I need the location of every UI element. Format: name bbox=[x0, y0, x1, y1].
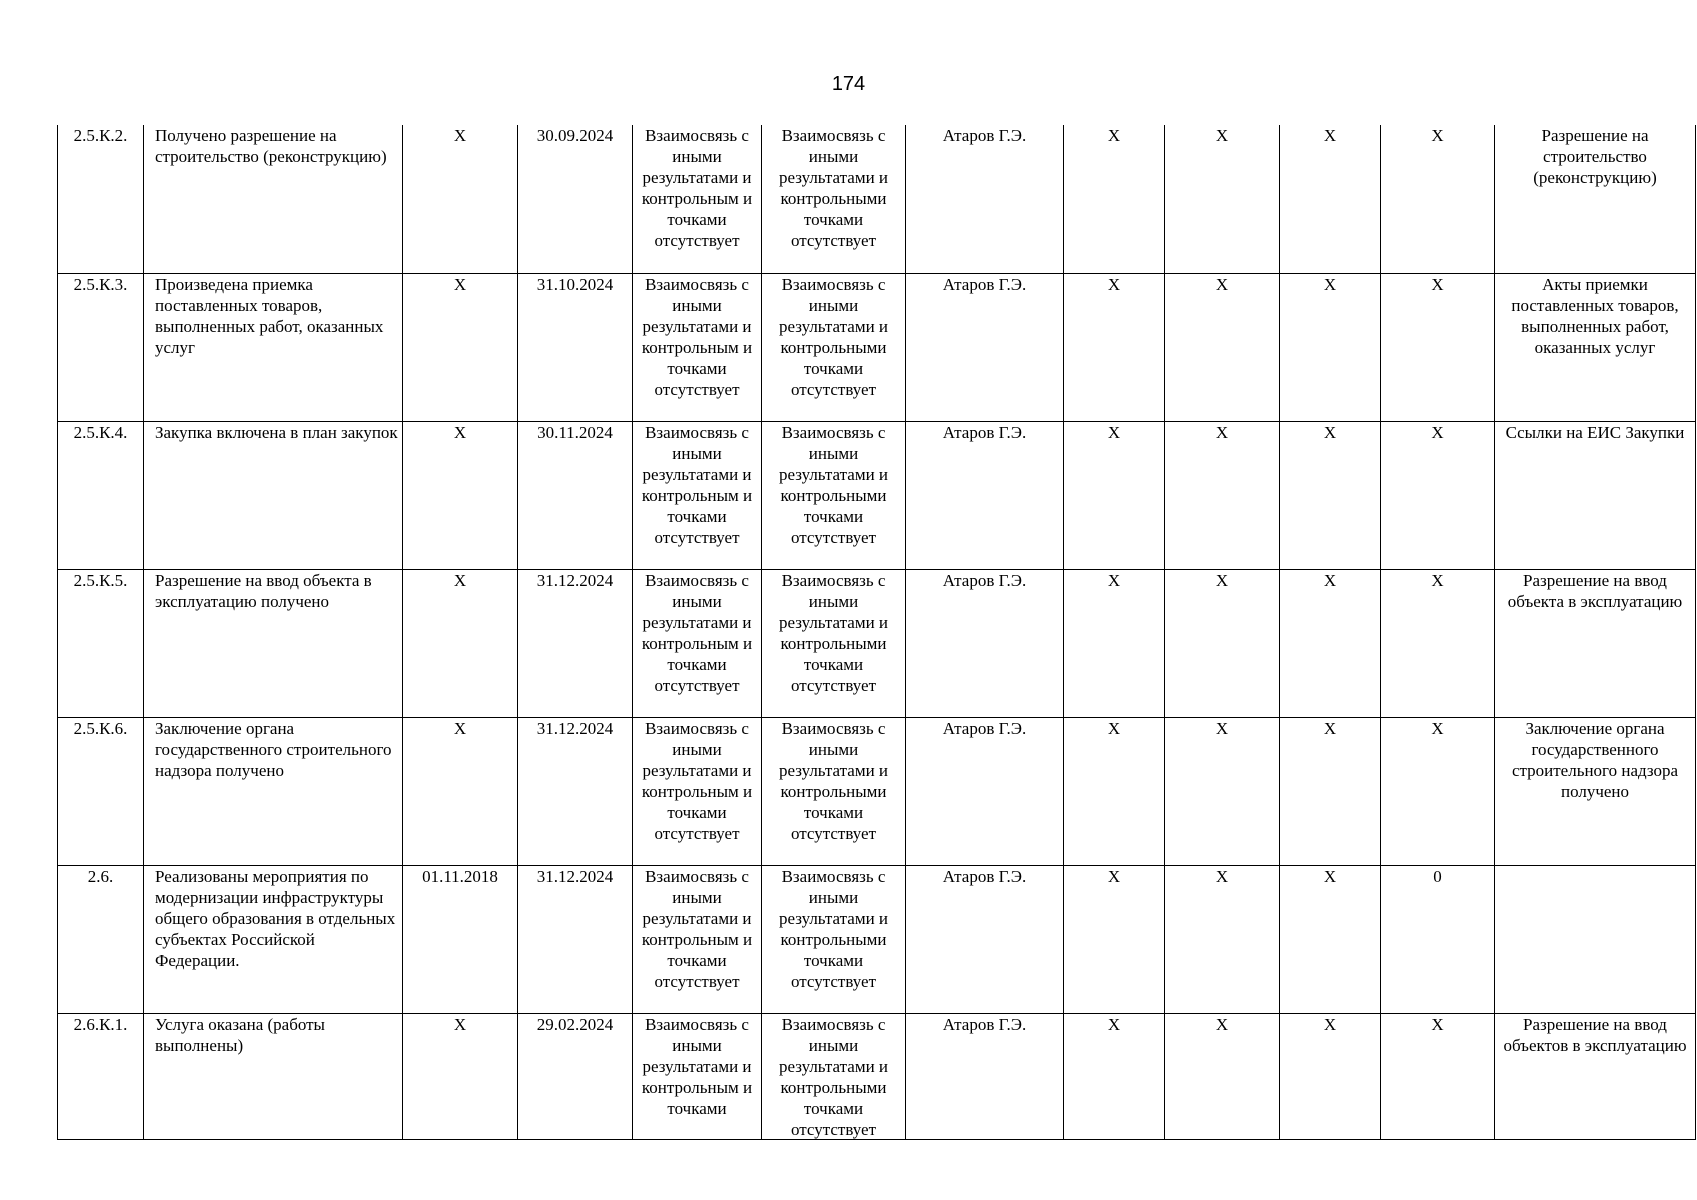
value-col-1: X bbox=[1107, 1014, 1121, 1034]
table-row bbox=[58, 273, 1696, 421]
predecessor-link: Взаимосвязь с иными результатами и контрольным и точками отсутствует bbox=[641, 422, 753, 547]
row-number: 2.5.К.5. bbox=[73, 570, 128, 590]
value-col-3: X bbox=[1323, 274, 1337, 294]
value-col-2: X bbox=[1215, 274, 1229, 294]
value-col-2: X bbox=[1215, 866, 1229, 886]
value-col-3: X bbox=[1323, 570, 1337, 590]
successor-link: Взаимосвязь с иными результатами и контрольными точками отсутствует bbox=[778, 1014, 889, 1139]
page-number: 174 bbox=[831, 73, 866, 95]
row-number: 2.5.К.6. bbox=[73, 718, 128, 738]
responsible-person: Атаров Г.Э. bbox=[942, 866, 1027, 886]
table-row bbox=[58, 865, 1696, 1013]
value-col-1: X bbox=[1107, 570, 1121, 590]
responsible-person: Атаров Г.Э. bbox=[942, 422, 1027, 442]
value-col-2: X bbox=[1215, 126, 1229, 145]
table-row bbox=[58, 125, 1696, 273]
end-date: 31.12.2024 bbox=[536, 718, 614, 738]
row-title: Разрешение на ввод объекта в эксплуатацию получено bbox=[155, 570, 372, 611]
value-col-2: X bbox=[1215, 422, 1229, 442]
control-points-table bbox=[57, 125, 1696, 1140]
value-col-4: X bbox=[1431, 126, 1444, 145]
responsible-person: Атаров Г.Э. bbox=[942, 126, 1027, 145]
value-col-4: X bbox=[1431, 1014, 1444, 1034]
responsible-person: Атаров Г.Э. bbox=[942, 1014, 1027, 1034]
end-date: 30.09.2024 bbox=[536, 126, 614, 145]
responsible-person: Атаров Г.Э. bbox=[942, 718, 1027, 738]
value-col-4: X bbox=[1431, 718, 1444, 738]
successor-link: Взаимосвязь с иными результатами и контрольными точками отсутствует bbox=[778, 570, 889, 695]
successor-link: Взаимосвязь с иными результатами и контрольными точками отсутствует bbox=[778, 274, 889, 399]
predecessor-link: Взаимосвязь с иными результатами и контрольным и точками отсутствует bbox=[641, 274, 753, 399]
row-title: Получено разрешение на строительство (реконструкцию) bbox=[155, 126, 387, 166]
row-number: 2.5.К.2. bbox=[73, 126, 128, 145]
table-row bbox=[58, 1013, 1696, 1139]
row-number: 2.6. bbox=[87, 866, 114, 886]
value-col-3: X bbox=[1323, 422, 1337, 442]
value-col-2: X bbox=[1215, 1014, 1229, 1034]
end-date: 30.11.2024 bbox=[537, 422, 613, 442]
row-number: 2.5.К.3. bbox=[73, 274, 128, 294]
end-date: 29.02.2024 bbox=[536, 1014, 614, 1034]
successor-link: Взаимосвязь с иными результатами и контрольными точками отсутствует bbox=[778, 718, 889, 843]
value-col-3: X bbox=[1323, 866, 1337, 886]
end-date: 31.12.2024 bbox=[536, 570, 614, 590]
table-row bbox=[58, 717, 1696, 865]
row-title: Закупка включена в план закупок bbox=[155, 422, 398, 442]
supporting-document: Разрешение на ввод объекта в эксплуатацию bbox=[1507, 570, 1683, 611]
row-title: Реализованы мероприятия по модернизации инфраструктуры общего образования в отдельных субъектах Российской Федерации. bbox=[155, 866, 396, 970]
value-col-1: X bbox=[1107, 718, 1121, 738]
start-date: X bbox=[453, 126, 467, 145]
supporting-document bbox=[1499, 866, 1691, 1013]
successor-link: Взаимосвязь с иными результатами и контрольными точками отсутствует bbox=[778, 126, 889, 250]
start-date: X bbox=[453, 274, 467, 294]
row-title: Произведена приемка поставленных товаров, выполненных работ, оказанных услуг bbox=[155, 274, 384, 357]
responsible-person: Атаров Г.Э. bbox=[942, 274, 1027, 294]
row-number: 2.6.К.1. bbox=[73, 1014, 128, 1034]
value-col-2: X bbox=[1215, 570, 1229, 590]
start-date: 01.11.2018 bbox=[422, 866, 498, 886]
row-title: Заключение органа государственного строительного надзора получено bbox=[155, 718, 392, 780]
supporting-document: Ссылки на ЕИС Закупки bbox=[1505, 422, 1685, 442]
value-col-1: X bbox=[1107, 274, 1121, 294]
value-col-4: X bbox=[1431, 570, 1444, 590]
supporting-document: Акты приемки поставленных товаров, выполненных работ, оказанных услуг bbox=[1511, 274, 1679, 357]
value-col-3: X bbox=[1323, 718, 1337, 738]
start-date: X bbox=[453, 718, 467, 738]
row-title: Услуга оказана (работы выполнены) bbox=[155, 1014, 325, 1055]
end-date: 31.10.2024 bbox=[536, 274, 614, 294]
value-col-1: X bbox=[1107, 866, 1121, 886]
successor-link: Взаимосвязь с иными результатами и контрольными точками отсутствует bbox=[778, 866, 889, 991]
table-body bbox=[58, 125, 1696, 1139]
start-date: X bbox=[453, 570, 467, 590]
predecessor-link: Взаимосвязь с иными результатами и контрольным и точками bbox=[641, 1014, 753, 1118]
predecessor-link: Взаимосвязь с иными результатами и контрольным и точками отсутствует bbox=[641, 866, 753, 991]
value-col-3: X bbox=[1323, 1014, 1337, 1034]
predecessor-link: Взаимосвязь с иными результатами и контрольным и точками отсутствует bbox=[641, 126, 753, 250]
value-col-2: X bbox=[1215, 718, 1229, 738]
supporting-document: Разрешение на строительство (реконструкцию) bbox=[1533, 126, 1657, 187]
predecessor-link: Взаимосвязь с иными результатами и контрольным и точками отсутствует bbox=[641, 718, 753, 843]
end-date: 31.12.2024 bbox=[536, 866, 614, 886]
start-date: X bbox=[453, 422, 467, 442]
value-col-4: 0 bbox=[1433, 866, 1442, 886]
value-col-1: X bbox=[1107, 126, 1121, 145]
responsible-person: Атаров Г.Э. bbox=[942, 570, 1027, 590]
value-col-1: X bbox=[1107, 422, 1121, 442]
row-number: 2.5.К.4. bbox=[73, 422, 128, 442]
value-col-4: X bbox=[1431, 274, 1444, 294]
supporting-document: Заключение органа государственного строительного надзора получено bbox=[1511, 718, 1679, 801]
successor-link: Взаимосвязь с иными результатами и контрольными точками отсутствует bbox=[778, 422, 889, 547]
value-col-4: X bbox=[1431, 422, 1444, 442]
value-col-3: X bbox=[1323, 126, 1337, 145]
table-row bbox=[58, 421, 1696, 569]
start-date: X bbox=[453, 1014, 467, 1034]
predecessor-link: Взаимосвязь с иными результатами и контрольным и точками отсутствует bbox=[641, 570, 753, 695]
table-row bbox=[58, 569, 1696, 717]
supporting-document: Разрешение на ввод объектов в эксплуатацию bbox=[1503, 1014, 1687, 1055]
